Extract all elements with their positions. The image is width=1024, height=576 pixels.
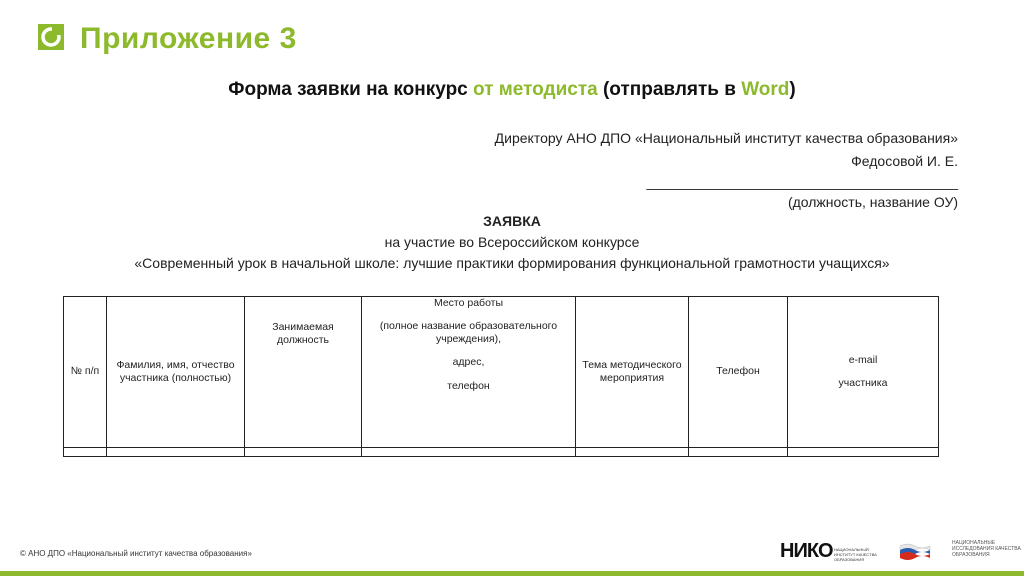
heading-word: Word	[741, 79, 790, 100]
addressee-name: Федосовой И. Е.	[851, 153, 958, 169]
table-cell[interactable]	[245, 448, 362, 457]
logo-icon	[38, 24, 64, 50]
niko-logo	[780, 540, 890, 564]
contest-name: «Современный урок в начальной школе: лучшие практики формирования функциональной грамотности учащихся»	[134, 255, 890, 271]
signature-blank-line: ________________________________________	[646, 174, 958, 190]
heading-middle: (отправлять в	[597, 79, 742, 100]
application-table	[63, 296, 939, 457]
niko-logo-letters: НИКО	[780, 540, 833, 562]
position-caption: (должность, название ОУ)	[787, 194, 958, 210]
table-cell[interactable]	[689, 448, 788, 457]
workplace-address: адрес,	[452, 356, 485, 369]
header-position: Занимаемая должность	[245, 297, 362, 448]
header-topic: Тема методического мероприятия	[576, 297, 689, 448]
table-cell[interactable]	[576, 448, 689, 457]
header-number: № п/п	[64, 297, 107, 448]
table-header-row	[64, 297, 939, 448]
header-workplace	[362, 297, 576, 448]
table-cell[interactable]	[107, 448, 245, 457]
footer-accent-bar	[0, 571, 1024, 576]
application-subtitle: на участие во Всероссийском конкурсе	[384, 234, 640, 250]
niko-logo-caption: НАЦИОНАЛЬНЫЙ ИНСТИТУТ КАЧЕСТВА ОБРАЗОВАНИЯ	[834, 547, 877, 562]
org-logo-caption: НАЦИОНАЛЬНЫЕ ИССЛЕДОВАНИЯ КАЧЕСТВА ОБРАЗОВАНИЯ	[952, 540, 1021, 558]
table-cell[interactable]	[788, 448, 939, 457]
heading-suffix: )	[789, 79, 796, 100]
heading-prefix: Форма заявки на конкурс	[228, 79, 474, 100]
form-heading	[0, 79, 1024, 101]
footer-copyright: © АНО ДПО «Национальный институт качества образования»	[20, 549, 252, 558]
workplace-detail: (полное название образовательного учреждения),	[379, 320, 558, 346]
table-cell[interactable]	[64, 448, 107, 457]
header-phone: Телефон	[689, 297, 788, 448]
header-full-name: Фамилия, имя, отчество участника (полностью)	[107, 297, 245, 448]
addressee-line: Директору АНО ДПО «Национальный институт качества образования»	[494, 130, 958, 146]
workplace-phone: телефон	[447, 379, 490, 392]
application-title: ЗАЯВКА	[483, 213, 541, 229]
header-email	[788, 297, 939, 448]
email-label: e-mail	[848, 353, 878, 366]
workplace-label: Место работы	[433, 297, 504, 309]
heading-accent: от методиста	[473, 79, 598, 100]
table-row	[64, 448, 939, 457]
slide-title: Приложение 3	[80, 22, 297, 55]
russian-flag-icon	[898, 540, 932, 562]
table-cell[interactable]	[362, 448, 576, 457]
email-owner: участника	[838, 377, 888, 389]
